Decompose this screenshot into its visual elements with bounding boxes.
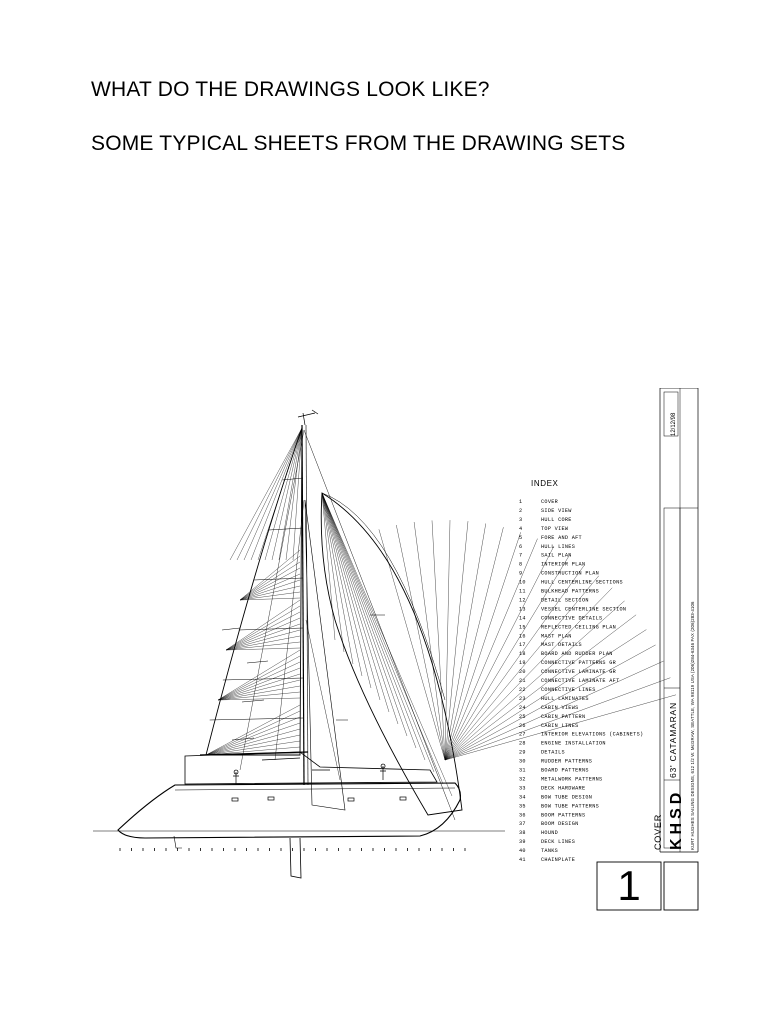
index-row-number: 36 — [519, 812, 526, 819]
index-row — [519, 589, 599, 595]
spinnaker-radials — [322, 493, 676, 796]
index-row-number: 22 — [519, 687, 526, 693]
index-row-number: 5 — [519, 534, 523, 541]
index-row-number: 8 — [519, 561, 523, 568]
index-row-number: 11 — [519, 588, 526, 595]
index-row — [519, 750, 565, 756]
index-row-title: CHAINPLATE — [541, 857, 576, 863]
index-row-title: VESSEL CENTERLINE SECTION — [541, 606, 627, 613]
index-row-number: 31 — [519, 767, 526, 774]
index-row-title: INTERIOR PLAN — [541, 561, 586, 568]
index-row — [519, 598, 589, 604]
index-row-number: 38 — [519, 830, 526, 837]
index-row — [519, 839, 575, 845]
index-row — [519, 544, 575, 550]
index-row-title: BOW TUBE PATTERNS — [541, 803, 600, 810]
index-row-number: 41 — [519, 857, 526, 863]
index-row — [519, 803, 599, 809]
index-row-title: TANKS — [541, 848, 559, 854]
page-heading-question: WHAT DO THE DRAWINGS LOOK LIKE? — [91, 78, 490, 101]
index-row — [519, 696, 589, 702]
index-row-title: CONNECTIVE LINES — [541, 687, 596, 693]
mainsail-radials — [206, 428, 302, 755]
index-row-title: BOARD AND RUDDER PLAN — [541, 651, 613, 658]
index-row-number: 4 — [519, 525, 523, 532]
index-row — [519, 714, 585, 720]
drawing-sheet — [88, 388, 700, 918]
page-heading-subtitle: SOME TYPICAL SHEETS FROM THE DRAWING SETS — [91, 132, 626, 155]
index-row — [519, 785, 585, 791]
index-row-number: 40 — [519, 848, 526, 854]
index-row-title: CABIN PATTERN — [541, 713, 586, 720]
index-row-title: HULL LINES — [541, 543, 576, 550]
index-row-title: SAIL PLAN — [541, 552, 572, 559]
title-block-date: 12/12/98 — [671, 412, 677, 436]
index-row-number: 25 — [519, 713, 526, 720]
index-row-title: TOP VIEW — [541, 525, 569, 532]
index-row-title: SIDE VIEW — [541, 507, 572, 514]
index-row-number: 2 — [519, 507, 523, 514]
index-row — [519, 848, 558, 854]
index-row-number: 9 — [519, 570, 523, 577]
index-row — [519, 624, 616, 630]
index-row-title: ENGINE INSTALLATION — [541, 740, 606, 747]
index-row-number: 7 — [519, 552, 523, 559]
index-row-title: BOARD PATTERNS — [541, 767, 589, 774]
index-row-title: HULL CENTERLINE SECTIONS — [541, 579, 623, 586]
sheet-number: 1 — [617, 862, 641, 909]
index-row-title: CABIN VIEWS — [541, 704, 579, 711]
index-row — [519, 759, 592, 765]
index-row-number: 15 — [519, 624, 526, 631]
index-row-title: HULL CORE — [541, 516, 572, 523]
index-row — [519, 499, 558, 505]
index-row-title: BULKHEAD PATTERNS — [541, 588, 600, 595]
index-row-number: 28 — [519, 740, 526, 747]
index-row-number: 29 — [519, 749, 526, 756]
index-row-title: DECK HARDWARE — [541, 785, 586, 792]
index-row — [519, 723, 579, 729]
index-row — [519, 633, 572, 639]
title-block-vessel: 63' CATAMARAN — [668, 702, 678, 778]
index-row-title: BOOM DESIGN — [541, 821, 579, 828]
index-row — [519, 508, 572, 514]
index-row — [519, 535, 582, 541]
index-row — [519, 553, 572, 559]
index-row-title: BOOM PATTERNS — [541, 812, 586, 819]
index-row — [519, 857, 575, 863]
index-row-number: 39 — [519, 839, 526, 846]
index-row-number: 13 — [519, 606, 526, 613]
index-row — [519, 669, 616, 675]
index-row — [519, 615, 602, 621]
index-row-title: CONNECTIVE PATTERNS GR — [541, 660, 617, 667]
index-row-number: 30 — [519, 758, 526, 765]
index-row — [519, 741, 606, 747]
index-row — [519, 660, 616, 666]
index-row-title: CONNECTIVE DETAILS — [541, 615, 603, 622]
title-block-sheet-title: COVER — [653, 813, 663, 850]
index-row-number: 19 — [519, 660, 526, 667]
index-row-number: 32 — [519, 776, 526, 783]
index-row — [519, 562, 585, 568]
index-row — [519, 705, 579, 711]
index-row-number: 26 — [519, 722, 526, 729]
index-row-title: HOUND — [541, 830, 559, 837]
index-row — [519, 821, 579, 827]
title-block-designer: KURT HUGHES SAILING DESIGNS, 612 1/2 W. McGRAW, SEATTLE, WA 98119 USA (206)284-6346 FAX (206)283-4106 — [690, 601, 695, 850]
index-row-number: 14 — [519, 615, 526, 622]
index-row-title: DETAIL SECTION — [541, 597, 589, 604]
index-row — [519, 732, 643, 738]
index-row-number: 16 — [519, 633, 526, 640]
index-row — [519, 571, 599, 577]
baseline-ticks — [120, 848, 465, 851]
index-row-number: 20 — [519, 669, 526, 675]
index-row-number: 3 — [519, 516, 523, 523]
title-block-logo: KHSD — [668, 788, 685, 850]
index-row — [519, 794, 592, 800]
index-row-number: 6 — [519, 543, 523, 550]
index-row-number: 24 — [519, 704, 526, 711]
index-row — [519, 768, 589, 774]
index-row-title: COVER — [541, 499, 559, 505]
index-row-title: CABIN LINES — [541, 722, 579, 729]
index-row-number: 35 — [519, 803, 526, 810]
index-row-title: DECK LINES — [541, 839, 576, 846]
index-row-title: CONNECTIVE LAMINATE GR — [541, 669, 617, 675]
index-row-title: DETAILS — [541, 749, 565, 756]
index-row — [519, 812, 585, 818]
index-row-title: MAST DETAILS — [541, 642, 582, 649]
index-row-number: 10 — [519, 579, 526, 586]
index-row-title: BOW TUBE DESIGN — [541, 794, 593, 801]
index-row-title: RUDDER PATTERNS — [541, 758, 593, 765]
index-row-title: METALWORK PATTERNS — [541, 776, 603, 783]
index-row-number: 23 — [519, 695, 526, 702]
index-row-number: 12 — [519, 597, 526, 604]
index-row-number: 27 — [519, 731, 526, 738]
index-row-number: 1 — [519, 499, 523, 505]
index-row-number: 21 — [519, 678, 526, 684]
index-row — [519, 580, 623, 586]
index-row — [519, 777, 602, 783]
index-row-number: 33 — [519, 785, 526, 792]
index-row-title: MAST PLAN — [541, 633, 572, 640]
index-row-title: CONNECTIVE LAMINATE AFT — [541, 678, 620, 684]
index-title: INDEX — [531, 479, 559, 488]
index-row-title: REFLECTED CEILING PLAN — [541, 624, 617, 631]
index-row — [519, 651, 613, 657]
index-row-title: INTERIOR ELEVATIONS (CABINETS) — [541, 731, 644, 738]
index-row-title: FORE AND AFT — [541, 534, 582, 541]
index-row-title: CONSTRUCTION PLAN — [541, 570, 600, 577]
index-row-number: 34 — [519, 794, 526, 801]
index-row-number: 37 — [519, 821, 526, 828]
index-row — [519, 687, 596, 693]
index-row-number: 18 — [519, 651, 526, 658]
index-list — [519, 499, 643, 863]
index-row — [519, 517, 572, 523]
index-row-title: HULL LAMINATES — [541, 695, 589, 702]
index-row — [519, 830, 558, 836]
index-row-number: 17 — [519, 642, 526, 649]
index-row — [519, 526, 569, 532]
